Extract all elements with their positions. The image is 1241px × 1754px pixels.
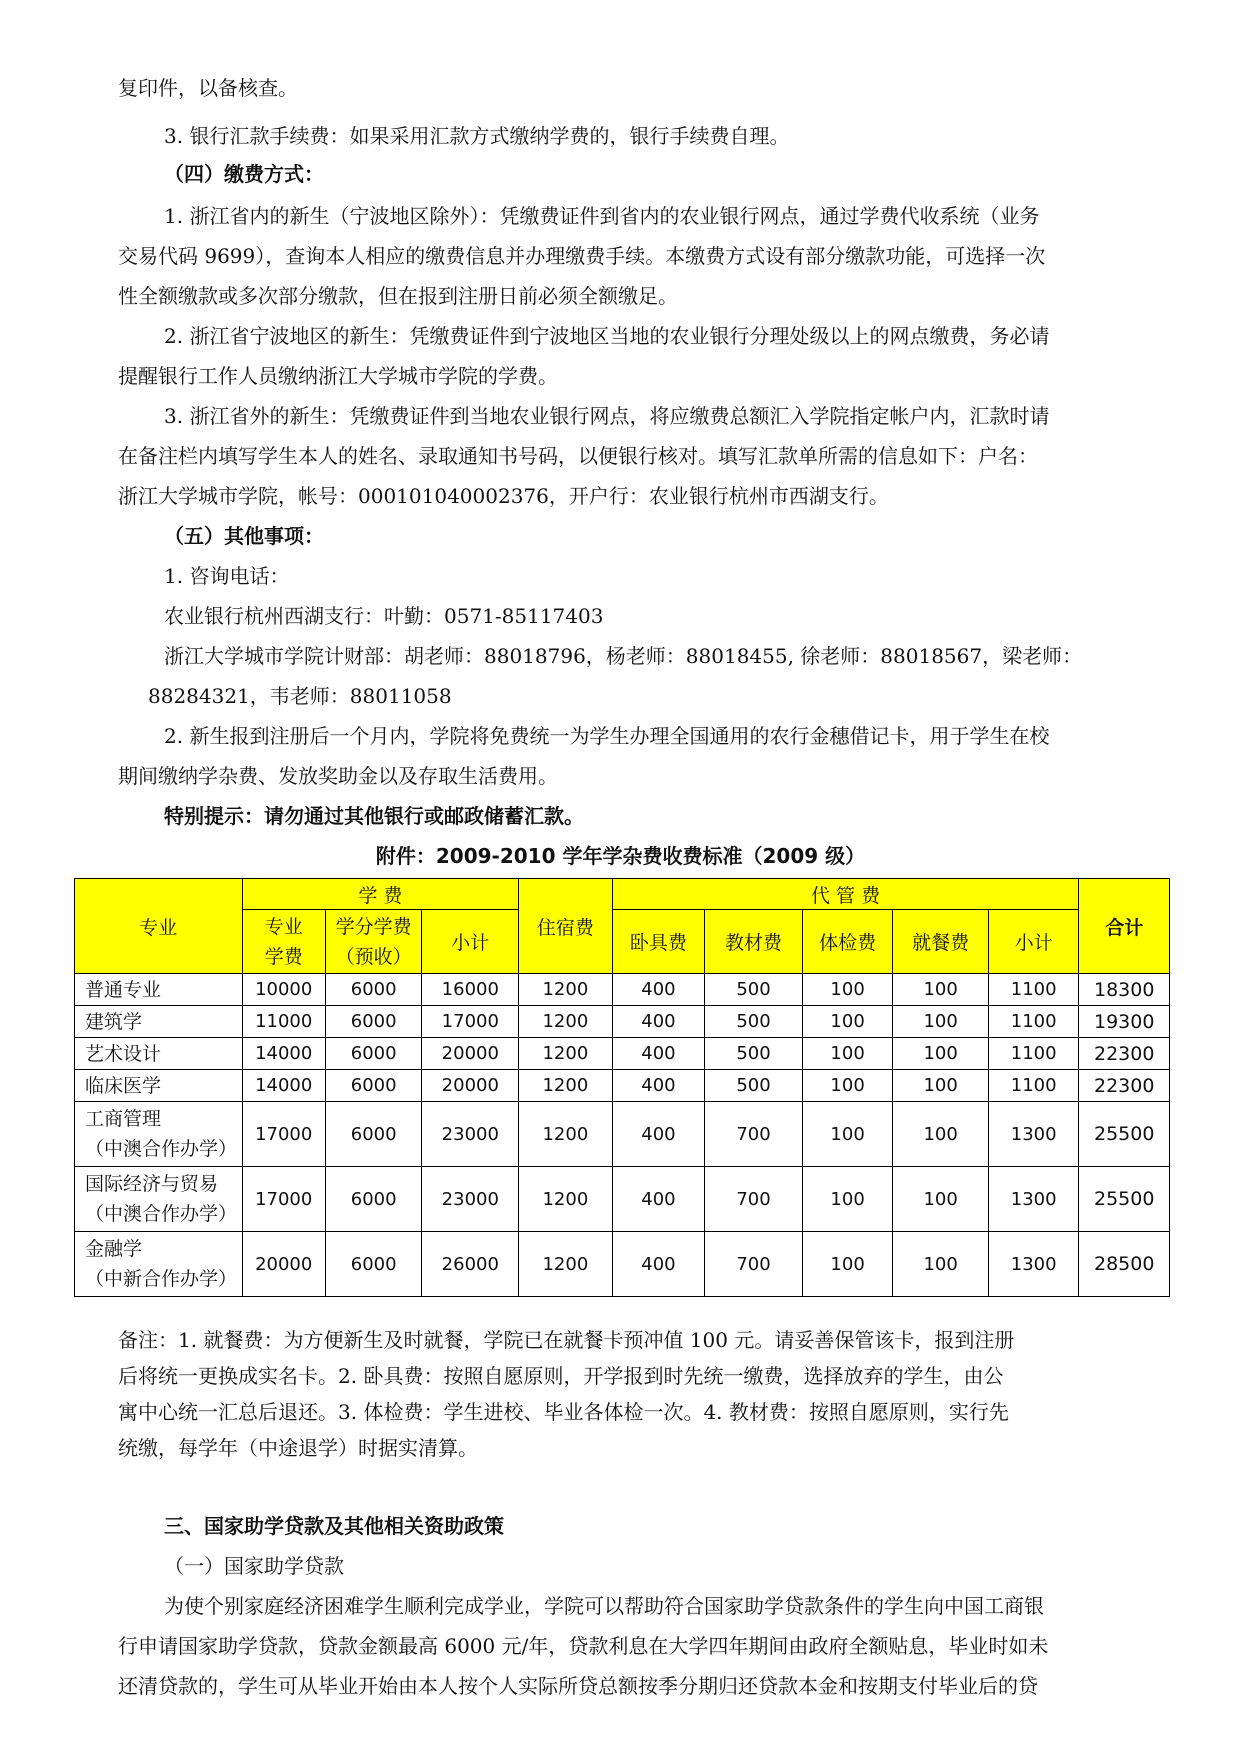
- cell-tuition-credit: 6000: [325, 1167, 422, 1232]
- header-agency-group: 代 管 费: [612, 879, 1079, 910]
- header-exam: 体检费: [802, 910, 892, 974]
- major-name: 国际经济与贸易: [85, 1173, 219, 1195]
- cell-major: [75, 1232, 243, 1297]
- cell-textbook: 700: [705, 1167, 803, 1232]
- paragraph-line: 浙江大学城市学院计财部：胡老师：88018796，杨老师：88018455, 徐老师：88018567，梁老师：: [164, 644, 1083, 668]
- section-heading: （五）其他事项：: [164, 524, 324, 548]
- header-tuition-credit: [325, 910, 422, 974]
- note-line: 备注：1. 就餐费：为方便新生及时就餐，学院已在就餐卡预冲值 100 元。请妥善保管该卡，报到注册: [118, 1328, 1015, 1352]
- cell-dorm: 1200: [519, 1038, 613, 1070]
- cell-total: 22300: [1079, 1070, 1170, 1102]
- cell-bedding: 400: [612, 1102, 705, 1167]
- cell-tuition-credit: 6000: [325, 1102, 422, 1167]
- cell-tuition-credit: 6000: [325, 1006, 422, 1038]
- cell-major: [75, 1006, 243, 1038]
- major-name: 工商管理: [85, 1108, 162, 1130]
- cell-meal: 100: [893, 1006, 989, 1038]
- cell-meal: 100: [893, 1167, 989, 1232]
- header-dorm: 住宿费: [519, 879, 613, 974]
- paragraph-line: 浙江大学城市学院，帐号：000101040002376，开户行：农业银行杭州市西湖支行。: [118, 484, 889, 508]
- cell-tuition-subtotal: 20000: [422, 1038, 519, 1070]
- cell-bedding: 400: [612, 1038, 705, 1070]
- cell-tuition-credit: 6000: [325, 1232, 422, 1297]
- major-program: （中澳合作办学）: [85, 1138, 238, 1160]
- cell-total: 18300: [1079, 974, 1170, 1006]
- cell-tuition-subtotal: 23000: [422, 1102, 519, 1167]
- paragraph-line: 农业银行杭州西湖支行：叶勤：0571-85117403: [164, 604, 604, 628]
- cell-major: [75, 1102, 243, 1167]
- header-textbook: 教材费: [705, 910, 803, 974]
- paragraph-line: 复印件，以备核查。: [118, 76, 298, 100]
- table-row: [75, 974, 1170, 1006]
- cell-total: 28500: [1079, 1232, 1170, 1297]
- cell-textbook: 500: [705, 1006, 803, 1038]
- table-row: [75, 1038, 1170, 1070]
- cell-major: [75, 1070, 243, 1102]
- paragraph-line: 为使个别家庭经济困难学生顺利完成学业，学院可以帮助符合国家助学贷款条件的学生向中国工商银: [164, 1594, 1044, 1618]
- cell-dorm: 1200: [519, 1167, 613, 1232]
- cell-textbook: 500: [705, 1070, 803, 1102]
- paragraph-line: 3. 银行汇款手续费：如果采用汇款方式缴纳学费的，银行手续费自理。: [164, 124, 790, 148]
- cell-tuition-subtotal: 26000: [422, 1232, 519, 1297]
- cell-dorm: 1200: [519, 974, 613, 1006]
- cell-bedding: 400: [612, 974, 705, 1006]
- paragraph-line: 1. 浙江省内的新生（宁波地区除外）：凭缴费证件到省内的农业银行网点，通过学费代收系统（业务: [164, 204, 1040, 228]
- table-row: [75, 1070, 1170, 1102]
- header-tuition-major: [242, 910, 325, 974]
- cell-major: [75, 1167, 243, 1232]
- paragraph-line: 性全额缴款或多次部分缴款，但在报到注册日前必须全额缴足。: [118, 284, 678, 308]
- cell-total: 19300: [1079, 1006, 1170, 1038]
- fee-table: [74, 878, 1170, 1297]
- cell-tuition-major: 14000: [242, 1070, 325, 1102]
- cell-dorm: 1200: [519, 1006, 613, 1038]
- major-name: 普通专业: [85, 978, 162, 1001]
- header-tuition-major-line1: 专业: [264, 915, 303, 938]
- cell-total: 25500: [1079, 1167, 1170, 1232]
- major-program: （中澳合作办学）: [85, 1203, 238, 1225]
- header-tuition-credit-line2: （预收）: [335, 945, 412, 968]
- header-bedding: 卧具费: [612, 910, 705, 974]
- header-tuition-credit-line1: 学分学费: [335, 915, 412, 938]
- cell-major: [75, 1038, 243, 1070]
- table-row: [75, 1167, 1170, 1232]
- header-agency-subtotal: 小计: [988, 910, 1078, 974]
- cell-meal: 100: [893, 974, 989, 1006]
- cell-exam: 100: [802, 1070, 892, 1102]
- cell-textbook: 500: [705, 974, 803, 1006]
- cell-tuition-major: 20000: [242, 1232, 325, 1297]
- cell-agency-subtotal: 1100: [988, 974, 1078, 1006]
- cell-tuition-subtotal: 20000: [422, 1070, 519, 1102]
- cell-tuition-major: 17000: [242, 1102, 325, 1167]
- table-row: [75, 1232, 1170, 1297]
- cell-meal: 100: [893, 1102, 989, 1167]
- paragraph-line: 2. 新生报到注册后一个月内，学院将免费统一为学生办理全国通用的农行金穗借记卡，用于学生在校: [164, 724, 1050, 748]
- header-tuition-major-line2: 学费: [264, 945, 303, 968]
- cell-tuition-major: 17000: [242, 1167, 325, 1232]
- cell-bedding: 400: [612, 1006, 705, 1038]
- paragraph-line: 提醒银行工作人员缴纳浙江大学城市学院的学费。: [118, 364, 558, 388]
- cell-exam: 100: [802, 974, 892, 1006]
- cell-textbook: 700: [705, 1232, 803, 1297]
- cell-textbook: 700: [705, 1102, 803, 1167]
- cell-exam: 100: [802, 1232, 892, 1297]
- paragraph-line: 期间缴纳学杂费、发放奖助金以及存取生活费用。: [118, 764, 558, 788]
- notice-text: 特别提示：请勿通过其他银行或邮政储蓄汇款。: [164, 804, 584, 828]
- cell-textbook: 500: [705, 1038, 803, 1070]
- header-tuition-subtotal: 小计: [422, 910, 519, 974]
- note-line: 统缴，每学年（中途退学）时据实清算。: [118, 1436, 478, 1460]
- cell-exam: 100: [802, 1038, 892, 1070]
- cell-tuition-credit: 6000: [325, 1070, 422, 1102]
- cell-tuition-subtotal: 17000: [422, 1006, 519, 1038]
- cell-tuition-credit: 6000: [325, 974, 422, 1006]
- cell-tuition-credit: 6000: [325, 1038, 422, 1070]
- cell-exam: 100: [802, 1006, 892, 1038]
- cell-tuition-major: 10000: [242, 974, 325, 1006]
- cell-bedding: 400: [612, 1167, 705, 1232]
- major-name: 金融学: [85, 1238, 143, 1260]
- subsection-heading: （一）国家助学贷款: [164, 1554, 344, 1578]
- section-heading: （四）缴费方式：: [164, 162, 324, 186]
- cell-agency-subtotal: 1100: [988, 1070, 1078, 1102]
- header-meal: 就餐费: [893, 910, 989, 974]
- table-row: [75, 1102, 1170, 1167]
- cell-dorm: 1200: [519, 1232, 613, 1297]
- paragraph-line: 行申请国家助学贷款，贷款金额最高 6000 元/年，贷款利息在大学四年期间由政府全额贴息，毕业时如未: [118, 1634, 1049, 1658]
- note-line: 寓中心统一汇总后退还。3. 体检费：学生进校、毕业各体检一次。4. 教材费：按照自愿原则，实行先: [118, 1400, 1009, 1424]
- cell-meal: 100: [893, 1038, 989, 1070]
- cell-dorm: 1200: [519, 1070, 613, 1102]
- cell-agency-subtotal: 1300: [988, 1232, 1078, 1297]
- cell-major: [75, 974, 243, 1006]
- cell-tuition-subtotal: 16000: [422, 974, 519, 1006]
- cell-agency-subtotal: 1300: [988, 1167, 1078, 1232]
- paragraph-line: 还清贷款的，学生可从毕业开始由本人按个人实际所贷总额按季分期归还贷款本金和按期支付毕业后的贷: [118, 1674, 1038, 1698]
- cell-agency-subtotal: 1100: [988, 1038, 1078, 1070]
- paragraph-line: 交易代码 9699），查询本人相应的缴费信息并办理缴费手续。本缴费方式设有部分缴款功能，可选择一次: [118, 244, 1046, 268]
- header-total: 合计: [1079, 879, 1170, 974]
- header-major: 专业: [75, 879, 243, 974]
- cell-meal: 100: [893, 1232, 989, 1297]
- section-heading: 三、国家助学贷款及其他相关资助政策: [164, 1514, 504, 1538]
- cell-meal: 100: [893, 1070, 989, 1102]
- cell-bedding: 400: [612, 1070, 705, 1102]
- cell-total: 22300: [1079, 1038, 1170, 1070]
- major-name: 建筑学: [85, 1010, 143, 1033]
- paragraph-line: 3. 浙江省外的新生：凭缴费证件到当地农业银行网点，将应缴费总额汇入学院指定帐户内，汇款时请: [164, 404, 1050, 428]
- cell-dorm: 1200: [519, 1102, 613, 1167]
- note-line: 后将统一更换成实名卡。2. 卧具费：按照自愿原则，开学报到时先统一缴费，选择放弃的学生，由公: [118, 1364, 1004, 1388]
- paragraph-line: 在备注栏内填写学生本人的姓名、录取通知书号码，以便银行核对。填写汇款单所需的信息如下：户名：: [118, 444, 1038, 468]
- cell-bedding: 400: [612, 1232, 705, 1297]
- cell-tuition-major: 11000: [242, 1006, 325, 1038]
- header-tuition-group: 学 费: [242, 879, 519, 910]
- table-row: [75, 1006, 1170, 1038]
- cell-exam: 100: [802, 1102, 892, 1167]
- cell-exam: 100: [802, 1167, 892, 1232]
- cell-tuition-subtotal: 23000: [422, 1167, 519, 1232]
- cell-agency-subtotal: 1300: [988, 1102, 1078, 1167]
- cell-tuition-major: 14000: [242, 1038, 325, 1070]
- cell-total: 25500: [1079, 1102, 1170, 1167]
- table-title: 附件：2009-2010 学年学杂费收费标准（2009 级）: [375, 844, 866, 868]
- cell-agency-subtotal: 1100: [988, 1006, 1078, 1038]
- paragraph-line: 1. 咨询电话：: [164, 564, 290, 588]
- major-name: 临床医学: [85, 1074, 162, 1097]
- major-program: （中新合作办学）: [85, 1268, 238, 1290]
- major-name: 艺术设计: [85, 1042, 162, 1065]
- paragraph-line: 88284321，韦老师：88011058: [148, 684, 452, 708]
- paragraph-line: 2. 浙江省宁波地区的新生：凭缴费证件到宁波地区当地的农业银行分理处级以上的网点缴费，务必请: [164, 324, 1050, 348]
